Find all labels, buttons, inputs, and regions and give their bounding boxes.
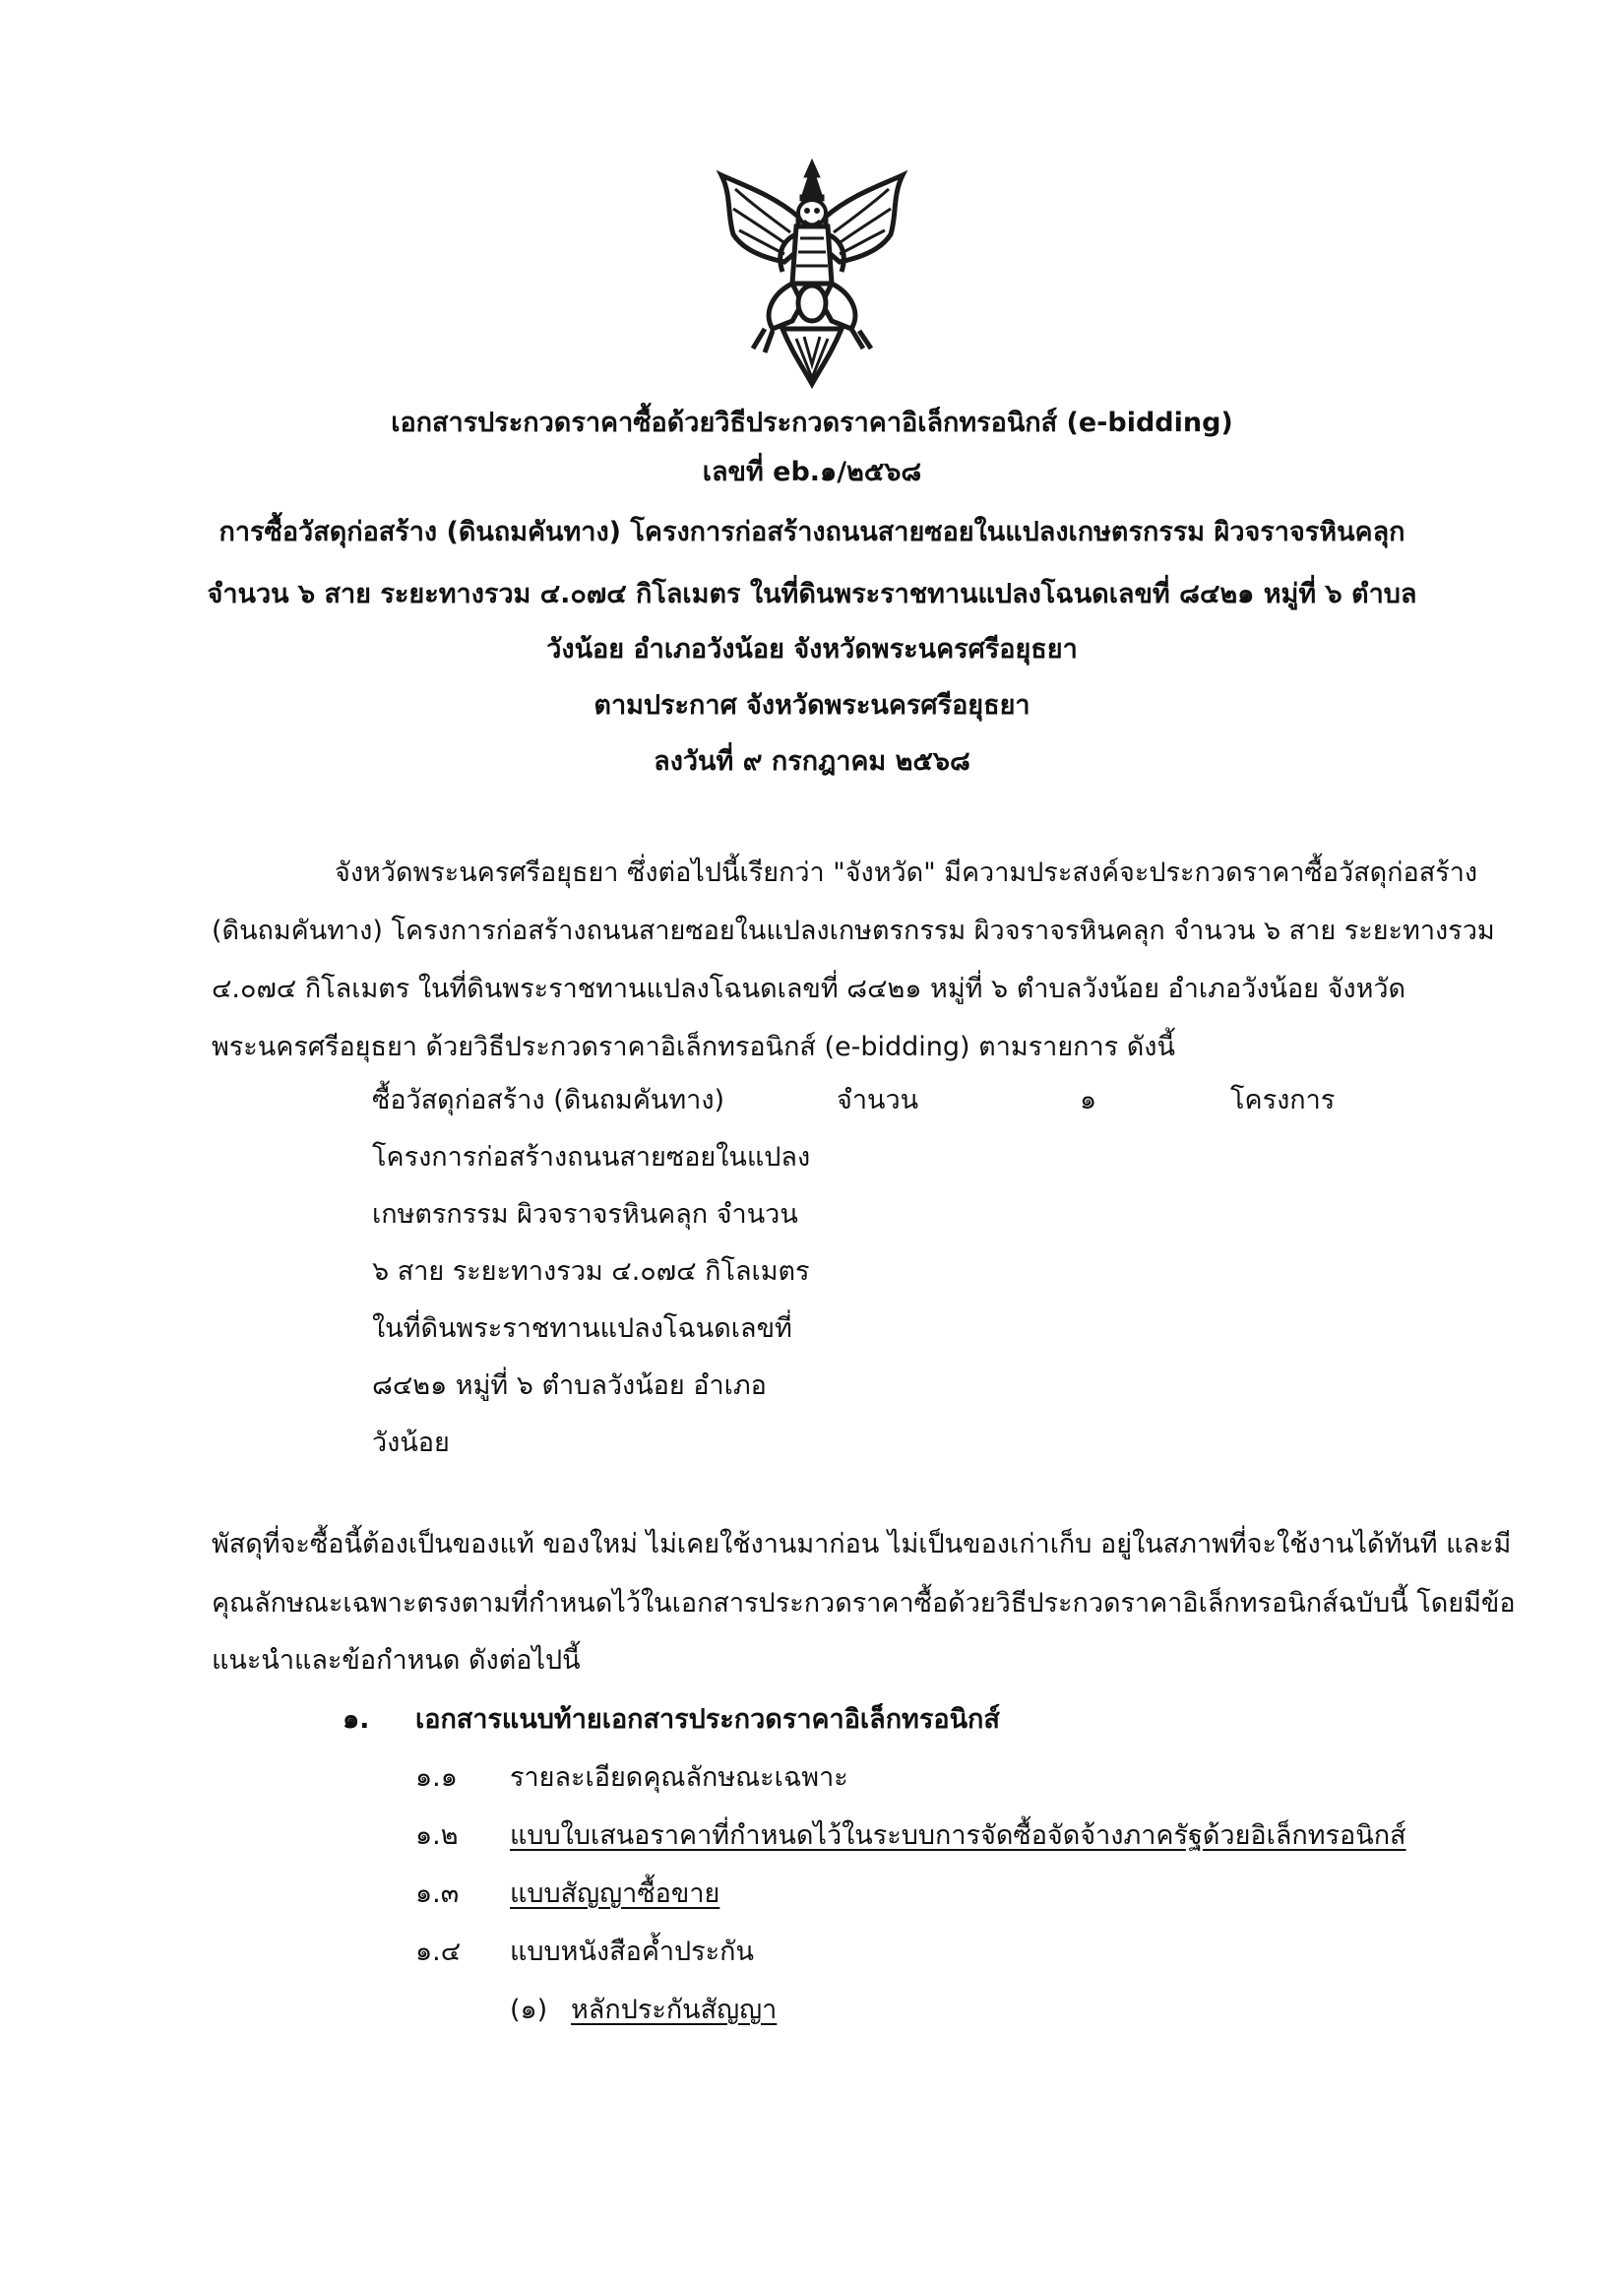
item-description-line: โครงการก่อสร้างถนนสายซอยในแปลง [372, 1142, 811, 1173]
heading-announcement: ตามประกาศ จังหวัดพระนครศรีอยุธยา [593, 690, 1031, 721]
section-1-number: ๑. [343, 1704, 370, 1735]
item-unit: โครงการ [1230, 1085, 1336, 1115]
sub-item-1-link[interactable]: หลักประกันสัญญา [571, 1995, 778, 2025]
item-description-line: ๖ สาย ระยะทางรวม ๔.๐๗๔ กิโลเมตร [372, 1256, 810, 1287]
item-1-1-number: ๑.๑ [415, 1762, 458, 1793]
item-1-1-text: รายละเอียดคุณลักษณะเฉพาะ [510, 1762, 848, 1793]
section-1-title: เอกสารแนบท้ายเอกสารประกวดราคาอิเล็กทรอนิกส์ [415, 1704, 1000, 1735]
item-description-line: ๘๔๒๑ หมู่ที่ ๖ ตำบลวังน้อย อำเภอ [372, 1370, 767, 1401]
sub-item-1-number: (๑) [510, 1995, 548, 2025]
item-1-4-number: ๑.๔ [415, 1937, 462, 1967]
intro-line-2: (ดินถมคันทาง) โครงการก่อสร้างถนนสายซอยในแปลงเกษตรกรรม ผิวจราจรหินคลุก จำนวน ๖ สาย ระยะทางรวม [212, 916, 1495, 946]
heading-line-5: วังน้อย อำเภอวังน้อย จังหวัดพระนครศรีอยุธยา [546, 634, 1078, 665]
garuda-emblem-icon [714, 156, 910, 392]
heading-line-4: จำนวน ๖ สาย ระยะทางรวม ๔.๐๗๔ กิโลเมตร ในที่ดินพระราชทานแปลงโฉนดเลขที่ ๘๔๒๑ หมู่ที่ ๖ ตำบล [207, 579, 1417, 609]
item-1-4-text: แบบหนังสือค้ำประกัน [510, 1937, 754, 1967]
heading-line-1: เอกสารประกวดราคาซื้อด้วยวิธีประกวดราคาอิเล็กทรอนิกส์ (e-bidding) [391, 408, 1233, 438]
item-description-line: ในที่ดินพระราชทานแปลงโฉนดเลขที่ [372, 1313, 792, 1344]
item-1-3-number: ๑.๓ [415, 1878, 460, 1909]
item-description-line: ซื้อวัสดุก่อสร้าง (ดินถมคันทาง) [372, 1085, 725, 1115]
conditions-line-2: คุณลักษณะเฉพาะตรงตามที่กำหนดไว้ในเอกสารประกวดราคาซื้อด้วยวิธีประกวดราคาอิเล็กทรอนิกส์ฉบับนี้ โดยมีข้อ [212, 1588, 1516, 1619]
conditions-line-3: แนะนำและข้อกำหนด ดังต่อไปนี้ [212, 1645, 581, 1676]
heading-line-3: การซื้อวัสดุก่อสร้าง (ดินถมคันทาง) โครงการก่อสร้างถนนสายซอยในแปลงเกษตรกรรม ผิวจราจรหินคลุก [219, 517, 1405, 547]
item-1-2-link[interactable]: แบบใบเสนอราคาที่กำหนดไว้ในระบบการจัดซื้อจัดจ้างภาครัฐด้วยอิเล็กทรอนิกส์ [510, 1820, 1406, 1851]
conditions-line-1: พัสดุที่จะซื้อนี้ต้องเป็นของแท้ ของใหม่ ไม่เคยใช้งานมาก่อน ไม่เป็นของเก่าเก็บ อยู่ในสภาพที่จะใช้งานได้ทันที และมี [212, 1529, 1512, 1559]
item-quantity: ๑ [1080, 1085, 1097, 1115]
intro-line-3: ๔.๐๗๔ กิโลเมตร ในที่ดินพระราชทานแปลงโฉนดเลขที่ ๘๔๒๑ หมู่ที่ ๖ ตำบลวังน้อย อำเภอวังน้อย จังหวัด [212, 974, 1406, 1004]
item-1-2-number: ๑.๒ [415, 1820, 459, 1851]
intro-line-1: จังหวัดพระนครศรีอยุธยา ซึ่งต่อไปนี้เรียกว่า "จังหวัด" มีความประสงค์จะประกวดราคาซื้อวัสดุก่อสร้าง [335, 858, 1478, 888]
heading-date: ลงวันที่ ๙ กรกฎาคม ๒๕๖๘ [654, 746, 970, 777]
item-1-3-link[interactable]: แบบสัญญาซื้อขาย [510, 1878, 720, 1909]
item-description-line: เกษตรกรรม ผิวจราจรหินคลุก จำนวน [372, 1199, 798, 1230]
intro-line-4: พระนครศรีอยุธยา ด้วยวิธีประกวดราคาอิเล็กทรอนิกส์ (e-bidding) ตามรายการ ดังนี้ [212, 1032, 1175, 1062]
document-number: เลขที่ eb.๑/๒๕๖๘ [702, 457, 922, 487]
item-quantity-label: จำนวน [837, 1085, 919, 1115]
item-description-line: วังน้อย [372, 1428, 450, 1458]
